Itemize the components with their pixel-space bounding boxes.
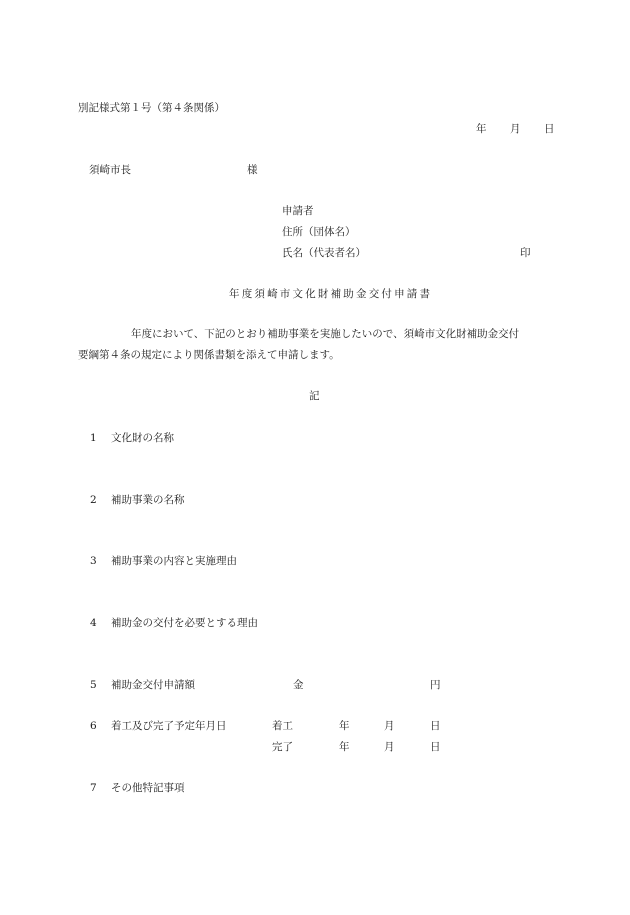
start-day: 日 <box>430 720 441 732</box>
addressee-honorific: 様 <box>247 164 258 176</box>
item-number: 6 <box>90 720 97 732</box>
end-label: 完了 <box>272 741 293 753</box>
item-label: 着工及び完了予定年月日 <box>111 720 227 732</box>
end-day: 日 <box>430 741 441 753</box>
addressee-name: 須崎市長 <box>89 164 131 176</box>
item-number: 5 <box>90 679 97 691</box>
item-label: 補助事業の名称 <box>111 494 185 506</box>
applicant-heading: 申請者 <box>282 205 314 217</box>
item-label: 補助金交付申請額 <box>111 679 195 691</box>
applicant-seal: 印 <box>520 247 531 259</box>
item-number: 7 <box>90 782 97 794</box>
date-month: 月 <box>510 123 521 135</box>
amount-en: 円 <box>430 679 441 691</box>
applicant-name: 氏名（代表者名） <box>282 247 366 259</box>
end-year: 年 <box>339 741 350 753</box>
ki-heading: 記 <box>309 390 320 402</box>
start-year: 年 <box>339 720 350 732</box>
start-label: 着工 <box>272 720 293 732</box>
end-month: 月 <box>384 741 395 753</box>
item-number: 1 <box>90 432 97 444</box>
item-number: 3 <box>90 555 97 567</box>
item-number: 4 <box>90 617 97 629</box>
form-number: 別記様式第１号（第４条関係） <box>78 102 225 114</box>
item-label: 補助事業の内容と実施理由 <box>111 555 237 567</box>
applicant-address: 住所（団体名） <box>282 226 356 238</box>
body-line-1: 年度において、下記のとおり補助事業を実施したいので、須崎市文化財補助金交付 <box>131 328 520 340</box>
date-year: 年 <box>476 123 487 135</box>
amount-kin: 金 <box>293 679 304 691</box>
start-month: 月 <box>384 720 395 732</box>
document-title: 年度須崎市文化財補助金交付申請書 <box>229 288 433 300</box>
item-label: その他特記事項 <box>111 782 185 794</box>
item-label: 補助金の交付を必要とする理由 <box>111 617 258 629</box>
item-number: 2 <box>90 494 97 506</box>
item-label: 文化財の名称 <box>111 432 174 444</box>
date-day: 日 <box>544 123 555 135</box>
body-line-2: 要綱第４条の規定により関係書類を添えて申請します。 <box>78 349 340 361</box>
